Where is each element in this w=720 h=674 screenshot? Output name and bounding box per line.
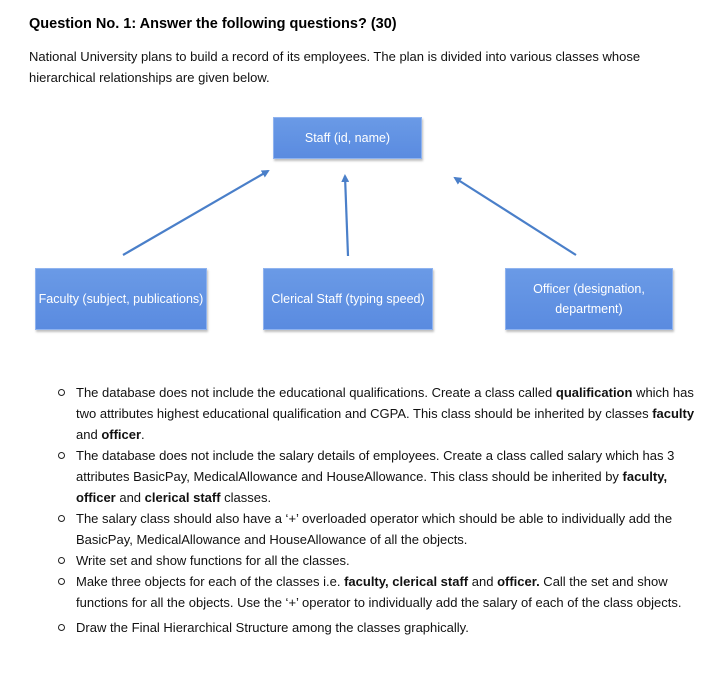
hollow-bullet-icon bbox=[58, 578, 65, 585]
clerical-staff-class-box: Clerical Staff (typing speed) bbox=[263, 268, 433, 330]
bold-text: officer bbox=[101, 427, 142, 442]
question-title: Question No. 1: Answer the following questions? (30) bbox=[29, 16, 397, 32]
text: and bbox=[76, 427, 102, 442]
faculty-class-box: Faculty (subject, publications) bbox=[35, 268, 207, 330]
hollow-bullet-icon bbox=[58, 624, 65, 631]
text: Draw the Final Hierarchical Structure among the classes graphically. bbox=[76, 620, 469, 635]
text: The salary class should also have a ‘+’ overloaded operator which should be able to individually add the BasicPay, MedicalAllowance and HouseAllowance of all the objects. bbox=[76, 511, 673, 547]
text: and bbox=[115, 490, 145, 505]
text: Write set and show functions for all the classes. bbox=[76, 553, 350, 568]
text: Call the set and show functions for all the objects. Use the ‘+’ operator to individually add the salary of each of the class objects. bbox=[76, 574, 682, 610]
text: The database does not include the salary details of employees. Create a class called salary which has 3 attributes BasicPay, MedicalAllowance and HouseAllowance. This class should be inherited by bbox=[76, 448, 675, 484]
hollow-bullet-icon bbox=[58, 389, 65, 396]
hollow-bullet-icon bbox=[58, 557, 65, 564]
task-item bbox=[58, 508, 708, 550]
bold-text: officer bbox=[76, 490, 116, 505]
question-intro: National University plans to build a record of its employees. The plan is divided into various classes whose hierarchical relationships are given below. bbox=[29, 49, 641, 85]
officer-class-box: Officer (designation, department) bbox=[505, 268, 673, 330]
staff-class-box: Staff (id, name) bbox=[273, 117, 422, 159]
bold-text: faculty bbox=[652, 406, 695, 421]
task-item bbox=[58, 571, 708, 613]
task-item bbox=[58, 445, 708, 508]
arrow-officer-to-staff bbox=[455, 178, 576, 255]
task-item bbox=[58, 382, 708, 445]
text: . bbox=[141, 427, 145, 442]
hollow-bullet-icon bbox=[58, 515, 65, 522]
text: Make three objects for each of the classes i.e. bbox=[76, 574, 345, 589]
task-item bbox=[58, 617, 708, 638]
bold-text: clerical staff bbox=[144, 490, 221, 505]
text: and bbox=[468, 574, 498, 589]
text: classes. bbox=[220, 490, 272, 505]
hollow-bullet-icon bbox=[58, 452, 65, 459]
task-item bbox=[58, 550, 708, 571]
bold-text: qualification bbox=[555, 385, 633, 400]
bold-text: officer. bbox=[497, 574, 540, 589]
text: which has two attributes highest educational qualification and CGPA. This class should be inherited by classes bbox=[76, 385, 694, 421]
bold-text: faculty, bbox=[622, 469, 668, 484]
text: The database does not include the educational qualifications. Create a class called bbox=[76, 385, 556, 400]
arrow-clerical-to-staff bbox=[345, 176, 348, 256]
bold-text: faculty, clerical staff bbox=[344, 574, 469, 589]
arrow-faculty-to-staff bbox=[123, 171, 268, 255]
task-list bbox=[58, 382, 708, 638]
